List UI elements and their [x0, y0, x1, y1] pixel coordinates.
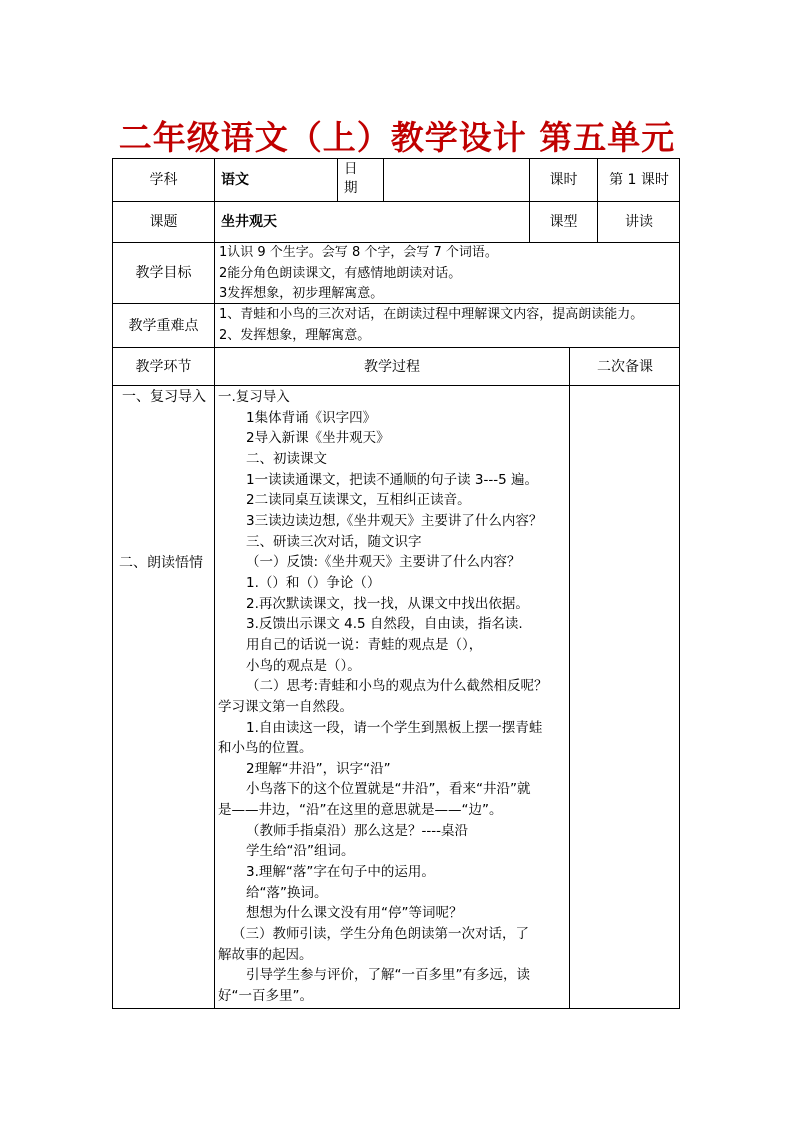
- subject-value: 语文: [221, 172, 249, 188]
- topic-label: 课题: [149, 214, 178, 230]
- type-label: 课型: [549, 214, 578, 230]
- column-divider: [214, 158, 215, 1009]
- process-line: （教师手指桌沿）那么这是？----桌沿: [246, 822, 468, 839]
- process-line: 3.理解“落”字在句子中的运用。: [246, 864, 435, 881]
- process-line: 好“一百多里”。: [218, 988, 313, 1005]
- stage-1-label: 一、复习导入: [122, 389, 206, 405]
- goal-item: 2能分角色朗读课文，有感情地朗读对话。: [219, 265, 462, 281]
- goal-item: 3发挥想象，初步理解寓意。: [219, 286, 384, 301]
- goals-content: [219, 243, 677, 305]
- difficulties-label: 教学重难点: [128, 317, 199, 334]
- process-line: 三、研读三次对话，随文识字: [246, 533, 422, 550]
- process-line: 引导学生参与评价，了解“一百多里”有多远，读: [246, 967, 530, 984]
- process-line: 用自己的话说一说：青蛙的观点是（），: [246, 636, 483, 653]
- process-line: 小鸟的观点是（）。: [246, 657, 361, 674]
- process-line: 2二读同桌互读课文，互相纠正读音。: [246, 492, 471, 509]
- process-line: 1.自由读这一段，请一个学生到黑板上摆一摆青蛙: [246, 719, 543, 736]
- process-line: 和小鸟的位置。: [218, 740, 313, 757]
- process-line: 给“落”换词。: [246, 884, 328, 901]
- topic-value: 坐井观天: [221, 214, 277, 230]
- stage-2-label: 二、朗读悟情: [119, 555, 203, 571]
- process-line: 1一读读通课文，把读不通顺的句子读 3---5 遍。: [246, 471, 538, 488]
- difficulties-content: [219, 305, 677, 346]
- process-line: 1.（）和（）争论（）: [246, 574, 381, 591]
- type-value: 讲读: [625, 214, 653, 230]
- subject-label: 学科: [149, 172, 178, 188]
- difficulty-item: 1、青蛙和小鸟的三次对话，在朗读过程中理解课文内容，提高朗读能力。: [219, 307, 644, 322]
- process-line: 1集体背诵《识字四》: [246, 409, 377, 426]
- process-line: 学生给“沿”组词。: [246, 843, 355, 860]
- process-line: 学习课文第一自然段。: [218, 698, 353, 715]
- process-line: 想想为什么课文没有用“停”等词呢？: [246, 905, 463, 922]
- process-line: 是——井边，“沿”在这里的意思就是——“边”。: [218, 802, 503, 819]
- process-line: 3三读边读边想,《坐井观天》主要讲了什么内容？: [246, 512, 543, 529]
- goals-label: 教学目标: [135, 265, 192, 281]
- date-value: [390, 159, 525, 201]
- process-line: 2导入新课《坐井观天》: [246, 430, 390, 447]
- process-line: 一.复习导入: [218, 389, 290, 405]
- difficulty-item: 2、发挥想象，理解寓意。: [219, 327, 371, 343]
- column-divider: [569, 347, 570, 1009]
- process-line: 小鸟落下的这个位置就是“井沿”，看来“井沿”就: [246, 781, 531, 798]
- goal-item: 1认识 9 个生字。会写 8 个字，会写 7 个词语。: [219, 245, 498, 260]
- column-divider: [383, 158, 384, 201]
- process-line: （一）反馈:《坐井观天》主要讲了什么内容？: [246, 554, 521, 571]
- process-line: （二）思考:青蛙和小鸟的观点为什么截然相反呢？: [246, 678, 548, 695]
- column-divider: [337, 158, 338, 201]
- process-line: 2.再次默读课文，找一找，从课文中找出依据。: [246, 595, 529, 612]
- period-value: 第 1 课时: [609, 172, 669, 188]
- period-label: 课时: [549, 172, 578, 188]
- document-title: 二年级语文（上）教学设计 第五单元: [118, 118, 676, 157]
- process-header: 教学过程: [364, 358, 420, 375]
- stage-header: 教学环节: [135, 358, 192, 375]
- process-line: 3.反馈出示课文 4.5 自然段，自由读，指名读.: [246, 616, 523, 633]
- process-line: 解故事的起因。: [218, 946, 313, 963]
- process-line: 二、初读课文: [246, 450, 327, 467]
- process-line: （三）教师引读，学生分角色朗读第一次对话，了: [232, 926, 529, 943]
- row-divider: [112, 385, 680, 386]
- second-prep-header: 二次备课: [597, 358, 653, 375]
- date-label: 日期: [344, 161, 358, 196]
- teaching-process: [218, 387, 566, 1007]
- process-line: 2理解“井沿”，识字“沿”: [246, 760, 391, 777]
